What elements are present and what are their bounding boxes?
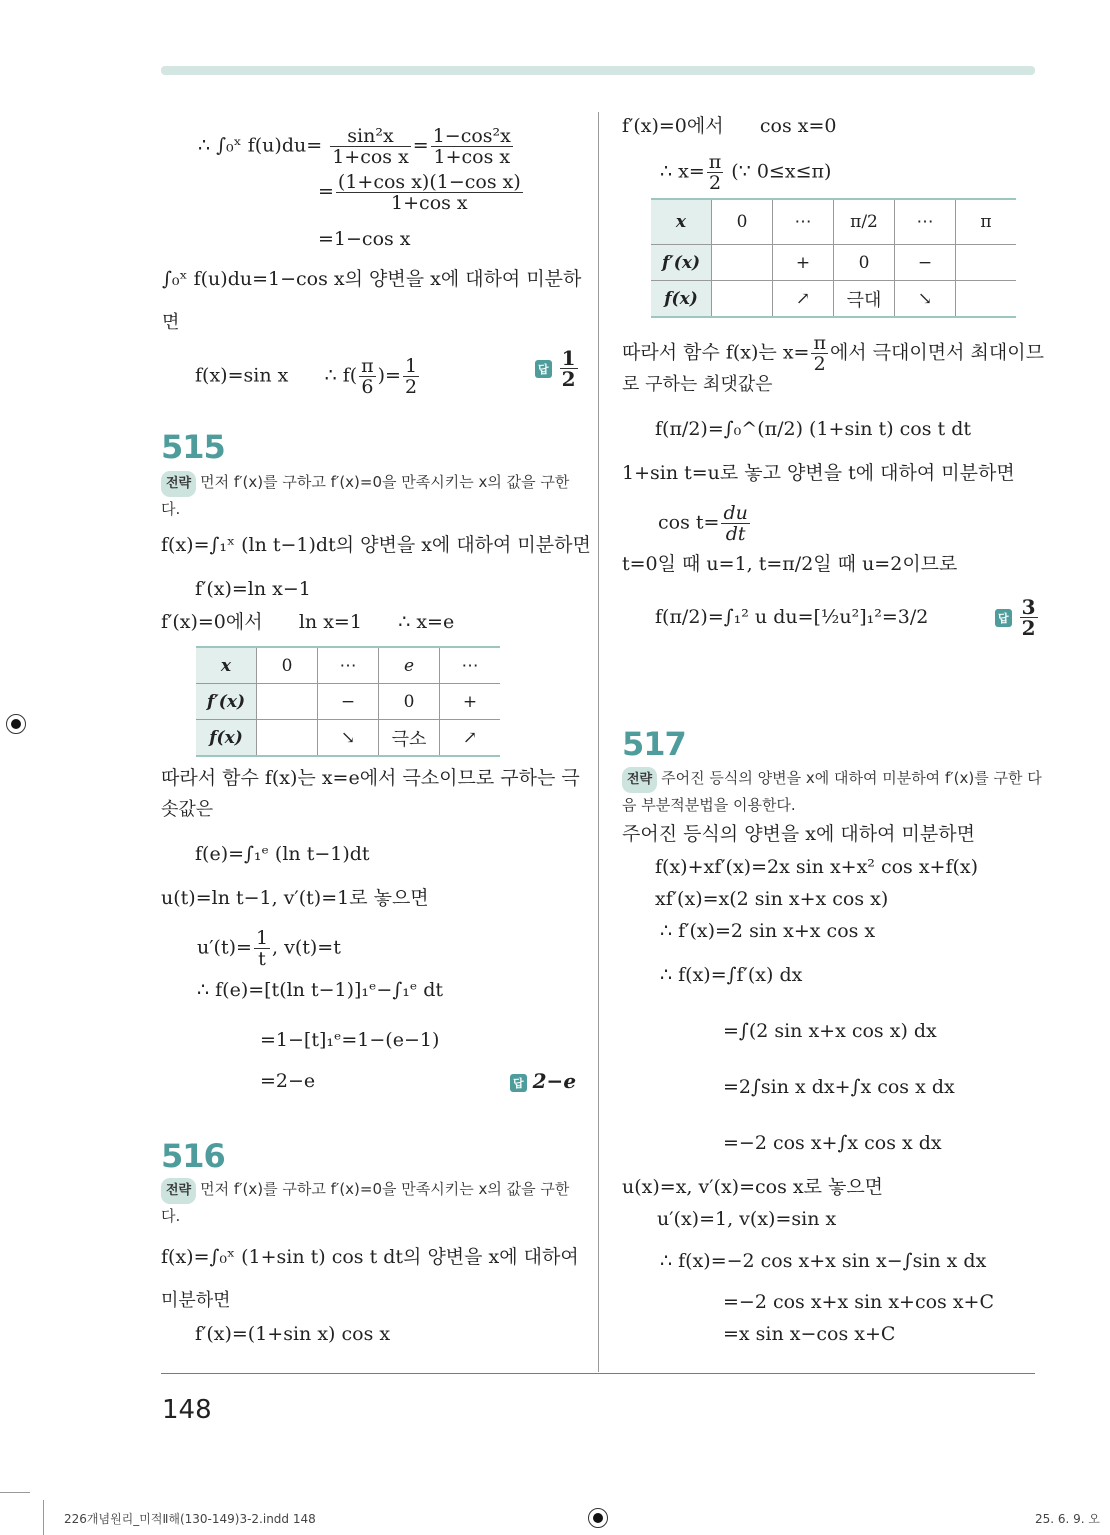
answer-badge: 답: [995, 609, 1012, 627]
eq-line: ∴ f′(x)=2 sin x+x cos x: [660, 920, 876, 942]
footer-date: 25. 6. 9. 오: [1035, 1512, 1101, 1526]
crop-mark: [0, 1492, 30, 1493]
text-line: u(x)=x, v′(x)=cos x로 놓으면: [622, 1176, 884, 1198]
variation-table: x 0 ⋯ π/2 ⋯ π f′(x) + 0 − f(x) ↗ 극대 ↘: [651, 198, 1016, 318]
text-line: 미분하면: [161, 1290, 231, 1311]
text-line: f(x)=∫₁ˣ (ln t−1)dt의 양변을 x에 대하여 미분하면: [161, 534, 591, 556]
eq-line: =2∫sin x dx+∫x cos x dx: [723, 1076, 955, 1098]
strategy-tag: 전략: [161, 471, 196, 497]
eq-line: ∴ ∫₀ˣ f(u)du= $\frac{\text{sin²x}}{\text{1+cos x}}$ = $\frac{\text{1−cos²x}}{\text{1+cos x}}$: [198, 125, 511, 168]
answer-badge: 답: [535, 360, 552, 378]
eq-line: =−2 cos x+∫x cos x dx: [723, 1132, 942, 1154]
strategy-hint: 전략 먼저 f′(x)를 구하고 f′(x)=0을 만족시키는 x의 값을 구한다.: [161, 473, 570, 518]
answer-badge: 답: [510, 1074, 527, 1092]
eq-line: f′(x)=0에서 cos x=0: [622, 115, 837, 137]
registration-mark-icon: [588, 1508, 608, 1528]
eq-line: =−2 cos x+x sin x+cos x+C: [723, 1291, 995, 1313]
text-line: 면: [162, 312, 180, 333]
eq-line: cos t= $\frac{du}{dt}$: [658, 502, 748, 545]
footer-filename: 226개념원리_미적Ⅱ해(130-149)3-2.indd 148: [64, 1512, 316, 1526]
eq-line: f(x)=sin x ∴ f( $\frac{\pi}{6}$ )= $\frac{1}{2}$: [195, 355, 418, 398]
column-divider: [598, 112, 599, 1372]
strategy-hint: 전략 먼저 f′(x)를 구하고 f′(x)=0을 만족시키는 x의 값을 구한다.: [161, 1180, 570, 1225]
eq-line: f′(x)=(1+sin x) cos x: [195, 1323, 391, 1345]
eq-line: ∴ f(x)=∫f′(x) dx: [660, 964, 803, 986]
page-number: 148: [162, 1395, 212, 1425]
eq-line: xf′(x)=x(2 sin x+x cos x): [655, 888, 889, 910]
variation-table: x 0 ⋯ e ⋯ f′(x) − 0 + f(x) ↘ 극소 ↗: [196, 646, 500, 757]
answer: 답 2−e: [510, 1069, 576, 1093]
header-bar: [161, 66, 1035, 75]
text-line: 1+sin t=u로 놓고 양변을 t에 대하여 미분하면: [622, 462, 1015, 484]
registration-mark-icon: [6, 714, 26, 734]
text-line: t=0일 때 u=1, t=π/2일 때 u=2이므로: [622, 553, 958, 575]
answer: 답 $\frac{1}{2}$: [535, 348, 580, 389]
eq-line: u′(x)=1, v(x)=sin x: [657, 1208, 837, 1230]
strategy-tag: 전략: [622, 767, 657, 793]
text-line: 따라서 함수 f(x)는 x= $\frac{\pi}{2}$ 에서 극대이면서 최대이므: [622, 332, 1044, 375]
crop-mark: [43, 1500, 44, 1535]
bottom-rule: [161, 1373, 1035, 1374]
eq-line: =1−[t]₁ᵉ=1−(e−1): [260, 1029, 440, 1051]
answer: 답 $\frac{3}{2}$: [995, 597, 1040, 638]
text-line: 따라서 함수 f(x)는 x=e에서 극소이므로 구하는 극: [161, 767, 580, 789]
text-line: 솟값은: [161, 799, 214, 820]
text-line: 로 구하는 최댓값은: [622, 374, 773, 395]
problem-number: 517: [622, 725, 686, 763]
eq-line: f(π/2)=∫₀^(π/2) (1+sin t) cos t dt: [655, 418, 971, 440]
eq-line: f(π/2)=∫₁² u du=[½u²]₁²=3/2: [655, 606, 929, 628]
eq-line: ∴ x= $\frac{\pi}{2}$ (∵ 0≤x≤π): [660, 151, 832, 194]
eq-line: u′(t)= $\frac{1}{t}$ , v(t)=t: [197, 927, 341, 970]
eq-line: ∴ f(e)=[t(ln t−1)]₁ᵉ−∫₁ᵉ dt: [197, 979, 444, 1001]
eq-line: f(e)=∫₁ᵉ (ln t−1)dt: [195, 843, 370, 865]
text-line: f(x)=∫₀ˣ (1+sin t) cos t dt의 양변을 x에 대하여: [161, 1246, 579, 1268]
eq-line: f(x)+xf′(x)=2x sin x+x² cos x+f(x): [655, 856, 979, 878]
strategy-hint: 전략 주어진 등식의 양변을 x에 대하여 미분하여 f′(x)를 구한 다음 부분적분법을 이용한다.: [622, 769, 1042, 814]
text-line: 주어진 등식의 양변을 x에 대하여 미분하면: [622, 823, 975, 845]
problem-number: 515: [161, 428, 225, 466]
eq-line: = $\frac{\text{(1+cos x)(1−cos x)}}{\text{1+cos x}}$: [318, 171, 521, 214]
eq-line: =x sin x−cos x+C: [723, 1323, 896, 1345]
problem-number: 516: [161, 1137, 225, 1175]
eq-line: =2−e: [260, 1070, 316, 1092]
strategy-tag: 전략: [161, 1178, 196, 1204]
text-line: u(t)=ln t−1, v′(t)=1로 놓으면: [161, 887, 429, 909]
eq-line: f′(x)=ln x−1: [195, 578, 311, 600]
text-line: ∫₀ˣ f(u)du=1−cos x의 양변을 x에 대하여 미분하: [162, 268, 582, 290]
eq-line: =∫(2 sin x+x cos x) dx: [723, 1020, 937, 1042]
eq-line: =1−cos x: [318, 228, 411, 250]
eq-line: f′(x)=0에서 ln x=1 ∴ x=e: [161, 611, 455, 633]
eq-line: ∴ f(x)=−2 cos x+x sin x−∫sin x dx: [660, 1250, 987, 1272]
